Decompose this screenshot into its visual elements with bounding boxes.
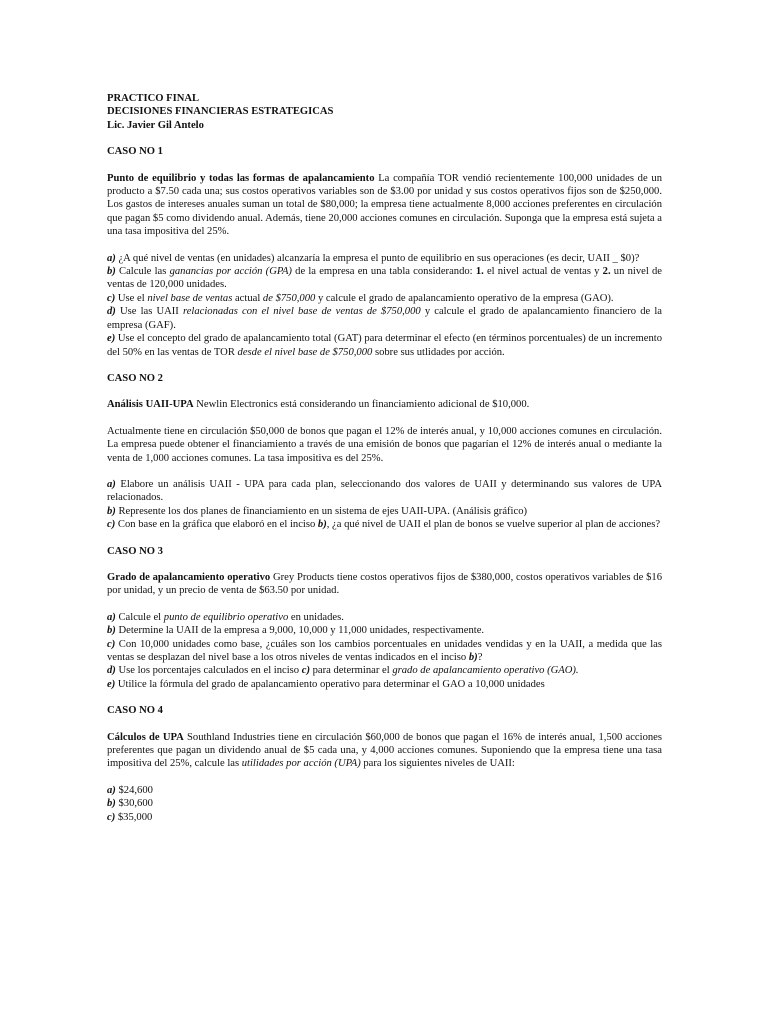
caso-3-title: CASO NO 3 <box>107 545 163 557</box>
caso-1-topic: Punto de equilibrio y todas las formas de apalancamiento <box>107 172 375 184</box>
instructor-name: Lic. Javier Gil Antelo <box>107 119 204 131</box>
caso-4-section <box>107 704 662 824</box>
caso-2-section <box>107 372 662 532</box>
caso-3-question-b: b) Determine la UAII de la empresa a 9,000, 10,000 y 11,000 unidades, respectivamente. <box>107 625 485 637</box>
caso-4-question-b: b) $30,600 <box>107 798 153 810</box>
caso-2-topic: Análisis UAII-UPA <box>107 399 194 411</box>
caso-1-questions <box>107 252 662 359</box>
caso-3-section <box>107 545 662 692</box>
caso-1-section <box>107 145 662 359</box>
caso-1-question-a: a) ¿A qué nivel de ventas (en unidades) alcanzaría la empresa el punto de equilibrio en sus operaciones (es decir, UAII _ $0)? <box>107 252 640 264</box>
practico-title: PRACTICO FINAL <box>107 93 200 104</box>
caso-1-question-e: e) Use el concepto del grado de apalancamiento total (GAT) para determinar el efecto (en términos porcentuales) de un incremento del 50% en las ventas de TOR desde el nivel base de $750,000 sobre sus utlidades por acción. <box>107 333 662 358</box>
caso-3-statement: Grado de apalancamiento operativo Grey Products tiene costos operativos fijos de $380,000, costos operativos variables de $16 por unidad, y un precio de venta de $63.50 por unidad. <box>107 571 662 597</box>
caso-1-question-d: d) Use las UAII relacionadas con el nivel base de ventas de $750,000 y calcule el grado de apalancamiento financiero de la empresa (GAF). <box>107 306 662 331</box>
caso-2-statement: Análisis UAII-UPA Newlin Electronics está considerando un financiamiento adicional de $10,000. <box>107 399 530 411</box>
caso-2-question-c: c) Con base en la gráfica que elaboró en el inciso b), ¿a qué nivel de UAII el plan de bonos se vuelve superior al plan de acciones? <box>107 519 661 531</box>
caso-4-statement: Cálculos de UPA Southland Industries tiene en circulación $60,000 de bonos que pagan el 16% de interés anual, 1,500 acciones preferentes que pagan un dividendo anual de $5 cada una, y 4,000 acciones comunes. Suponiendo que la empresa tiene una tasa impositiva del 25%, calcule las utilidades por acción (UPA) para los siguientes niveles de UAII: <box>107 731 662 770</box>
caso-1-question-b: b) Calcule las ganancias por acción (GPA) de la empresa en una tabla considerando: 1. el nivel actual de ventas y 2. un nivel de ventas de 120,000 unidades. <box>107 266 662 291</box>
caso-1-question-c: c) Use el nivel base de ventas actual de $750,000 y calcule el grado de apalancamiento operativo de la empresa (GAO). <box>107 292 614 304</box>
caso-3-question-c: c) Con 10,000 unidades como base, ¿cuáles son los cambios porcentuales en unidades vendidas y en la UAII, a medida que las ventas se desplazan del nivel base a los otros niveles de ventas indicados en el inciso b)? <box>107 638 662 663</box>
caso-4-title: CASO NO 4 <box>107 705 163 717</box>
caso-2-details: Actualmente tiene en circulación $50,000 de bonos que pagan el 12% de interés anual, y 10,000 acciones comunes en circulación. La empresa puede obtener el financiamiento a través de una emisión de bonos que pagarían el 12% de interés anual o mediante la venta de 1,000 acciones comunes. La tasa impositiva es del 25%. <box>107 425 662 464</box>
caso-4-question-c: c) $35,000 <box>107 811 153 823</box>
document-header <box>107 92 662 132</box>
course-title: DECISIONES FINANCIERAS ESTRATEGICAS <box>107 106 334 118</box>
caso-3-questions <box>107 611 662 691</box>
caso-2-question-a: a) Elabore un análisis UAII - UPA para cada plan, seleccionando dos valores de UAII y determinando sus valores de UPA relacionados. <box>107 478 662 504</box>
caso-4-topic: Cálculos de UPA <box>107 731 184 743</box>
caso-1-text: La compañía TOR vendió recientemente 100,000 unidades de un producto a $7.50 cada una; sus costos operativos variables son de $3.00 por unidad y sus costos operativos fijos son de $250,000. Los gastos de intereses anuales suman un total de $80,000; la empresa tiene actualmente 8,000 acciones preferentes en circulación que pagan $5 como dividendo anual. Además, tiene 20,000 acciones comunes en circulación. Suponga que la empresa está sujeta a una tasa impositiva del 25%. <box>107 172 662 238</box>
caso-4-question-a: a) $24,600 <box>107 784 153 796</box>
caso-3-question-e: e) Utilice la fórmula del grado de apalancamiento operativo para determinar el GAO a 10,000 unidades <box>107 678 545 690</box>
caso-2-question-b: b) Represente los dos planes de financiamiento en un sistema de ejes UAII-UPA. (Análisis gráfico) <box>107 505 528 517</box>
caso-3-question-d: d) Use los porcentajes calculados en el inciso c) para determinar el grado de apalancamiento operativo (GAO). <box>107 665 579 677</box>
caso-1-statement <box>107 172 662 239</box>
caso-2-questions <box>107 478 662 532</box>
caso-3-question-a: a) Calcule el punto de equilibrio operativo en unidades. <box>107 611 344 623</box>
caso-2-title: CASO NO 2 <box>107 372 163 384</box>
caso-4-questions <box>107 784 662 824</box>
caso-1-title: CASO NO 1 <box>107 146 163 158</box>
caso-3-topic: Grado de apalancamiento operativo <box>107 571 271 583</box>
